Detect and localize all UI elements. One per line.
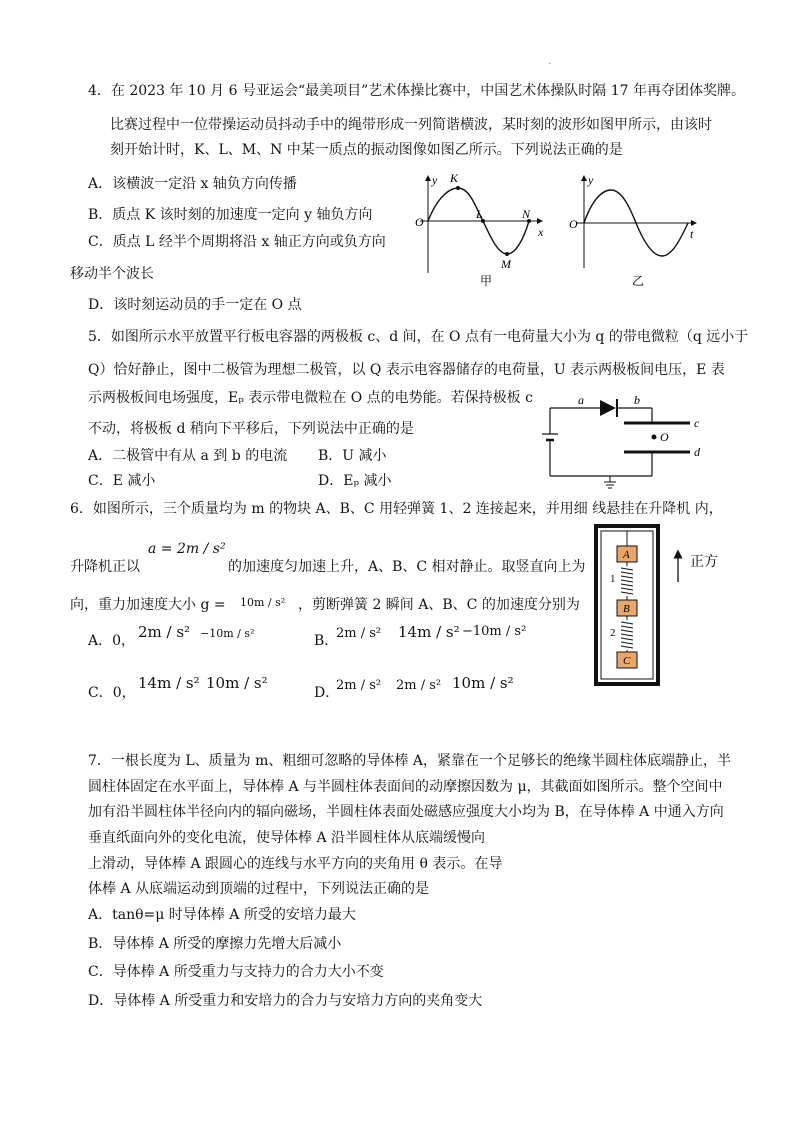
q6-option-b-label[interactable]: B． [314, 633, 339, 649]
q6-option-b-value-1: 2m / s² [336, 626, 382, 641]
q4-option-b[interactable]: B．质点 K 该时刻的加速度一定向 y 轴负方向 [88, 207, 373, 223]
q6-option-b-value-2: 14m / s² [398, 623, 460, 641]
q6-acceleration-value: a = 2m / s² [148, 541, 226, 557]
q7-stem-line-6: 体棒 A 从底端运动到顶端的过程中，下列说法正确的是 [88, 881, 430, 897]
q5-option-a[interactable]: A．二极管中有从 a 到 b 的电流 [88, 448, 288, 464]
q4-jia-origin-label: O [415, 215, 424, 229]
q6-stem-line-2a: 升降机正以 [70, 559, 140, 575]
q7-stem-line-4: 垂直纸面向外的变化电流，使导体棒 A 沿半圆柱体从底端缓慢向 [88, 830, 486, 846]
q4-stem-line-1: 4．在 2023 年 10 月 6 号亚运会“最美项目”艺术体操比赛中，中国艺术体操队时隔 17 年再夺团体奖牌。 [88, 83, 745, 99]
q6-label-spring-2: 2 [610, 627, 616, 639]
q7-stem-line-5: 上滑动，导体棒 A 跟圆心的连线与水平方向的夹角用 θ 表示。在导 [88, 856, 503, 872]
q5-label-c: c [694, 416, 700, 430]
q6-spring-2 [621, 616, 633, 652]
q6-option-b-value-3: −10m / s² [462, 624, 527, 639]
q5-label-o: O [660, 430, 669, 444]
q5-stem-line-3: 示两极板间电场强度，Eₚ 表示带电微粒在 O 点的电势能。若保持极板 c [88, 390, 533, 406]
q5-option-c[interactable]: C．E 减小 [88, 473, 156, 489]
q4-jia-caption: 甲 [480, 274, 493, 288]
q4-yi-origin-label: O [569, 217, 578, 231]
q4-jia-n-label: N [522, 207, 531, 221]
q6-label-direction: 正方 [690, 555, 718, 570]
q5-stem-line-4: 不动，将极板 d 稍向下平移后，下列说法中正确的是 [88, 421, 414, 437]
q4-option-c-line-2[interactable]: 移动半个波长 [70, 266, 154, 282]
q6-spring-1 [621, 562, 633, 600]
q4-jia-y-label: y [432, 173, 438, 187]
q4-yi-caption: 乙 [632, 274, 645, 288]
q4-option-c-line-1[interactable]: C．质点 L 经半个周期将沿 x 轴正方向或负方向 [88, 234, 386, 250]
q4-jia-k-label: K [450, 171, 459, 185]
q4-option-d[interactable]: D．该时刻运动员的手一定在 O 点 [88, 297, 302, 313]
q4-jia-m-label: M [501, 257, 511, 271]
q5-diode [600, 400, 616, 416]
q6-option-d-value-3: 10m / s² [452, 674, 514, 692]
q7-stem-line-2: 圆柱体固定在水平面上，导体棒 A 与半圆柱体表面间的动摩擦因数为 μ，其截面如图所示。整个空间中 [88, 779, 723, 795]
q6-label-spring-1: 1 [610, 573, 616, 585]
q6-stem-line-3b: ，剪断弹簧 2 瞬间 A、B、C 的加速度分别为 [298, 597, 580, 613]
q5-point-o [652, 435, 657, 440]
q5-label-d: d [694, 445, 700, 459]
q4-jia-l-label: L [476, 207, 483, 221]
q5-label-b: b [634, 393, 640, 407]
q6-option-c-value-1: 14m / s² [138, 674, 200, 692]
q4-figure-jia [410, 168, 560, 288]
q6-option-c-label[interactable]: C．0， [88, 685, 136, 701]
q7-option-d[interactable]: D．导体棒 A 所受重力和安培力的合力与安培力方向的夹角变大 [88, 993, 483, 1009]
q4-yi-y-label: y [588, 173, 594, 187]
q5-label-a: a [578, 393, 584, 407]
q6-option-c-value-2: 10m / s² [206, 674, 268, 692]
q6-option-a-value-1: 2m / s² [138, 623, 191, 641]
q4-stem-line-3: 刻开始计时，K、L、M、N 中某一质点的振动图像如图乙所示。下列说法正确的是 [110, 142, 623, 158]
q6-gravity-value: 10m / s² [240, 596, 286, 609]
q6-option-d-value-1: 2m / s² [336, 678, 382, 693]
q7-option-a[interactable]: A．tanθ=μ 时导体棒 A 所受的安培力最大 [88, 907, 356, 923]
q7-option-b[interactable]: B．导体棒 A 所受的摩擦力先增大后减小 [88, 936, 342, 952]
q6-option-a-label[interactable]: A．0， [88, 633, 136, 649]
q6-label-a: A [623, 549, 630, 561]
q4-jia-point-k [456, 186, 460, 190]
q6-label-b: B [623, 603, 630, 615]
header-dot: · [548, 59, 552, 70]
q7-stem-line-1: 7．一根长度为 L、质量为 m、粗细可忽略的导体棒 A，紧靠在一个足够长的绝缘半圆柱体底端静止，半 [88, 753, 731, 769]
q4-option-a[interactable]: A．该横波一定沿 x 轴负方向传播 [88, 176, 297, 192]
q5-option-b[interactable]: B．U 减小 [318, 448, 387, 464]
q6-stem-line-2b: 的加速度匀加速上升，A、B、C 相对静止。取竖直向上为 [228, 559, 586, 575]
q6-option-a-value-2: −10m / s² [200, 627, 255, 640]
q7-option-c[interactable]: C．导体棒 A 所受重力与支持力的合力大小不变 [88, 964, 384, 980]
q6-stem-line-3a: 向，重力加速度大小 g = [70, 597, 226, 613]
q4-stem-line-2: 比赛过程中一位带操运动员抖动手中的绳带形成一列简谐横波，某时刻的波形如图甲所示，由该时 [110, 117, 712, 133]
q6-elevator-figure [590, 520, 720, 690]
q5-circuit-figure [540, 390, 720, 490]
q5-stem-line-1: 5．如图所示水平放置平行板电容器的两极板 c、d 间，在 O 点有一电荷量大小为 q 的带电微粒（q 远小于 [88, 329, 749, 345]
q6-option-d-value-2: 2m / s² [396, 678, 442, 693]
q4-figure-yi [566, 168, 716, 288]
q5-option-d[interactable]: D．Eₚ 减小 [318, 473, 392, 489]
q5-stem-line-2: Q）恰好静止，图中二极管为理想二极管，以 Q 表示电容器储存的电荷量，U 表示两极板间电压，E 表 [88, 362, 725, 378]
q6-option-d-label[interactable]: D． [314, 685, 340, 701]
q4-yi-t-label: t [690, 227, 694, 241]
q4-jia-point-m [505, 252, 509, 256]
q7-stem-line-3: 加有沿半圆柱体半径向内的辐向磁场，半圆柱体表面处磁感应强度大小均为 B，在导体棒 A 中通入方向 [88, 804, 724, 820]
q4-jia-x-label: x [538, 225, 544, 239]
q6-stem-line-1: 6．如图所示，三个质量均为 m 的物块 A、B、C 用轻弹簧 1、2 连接起来，并用细 线悬挂在升降机 内， [70, 501, 723, 517]
q6-label-c: C [623, 655, 631, 667]
